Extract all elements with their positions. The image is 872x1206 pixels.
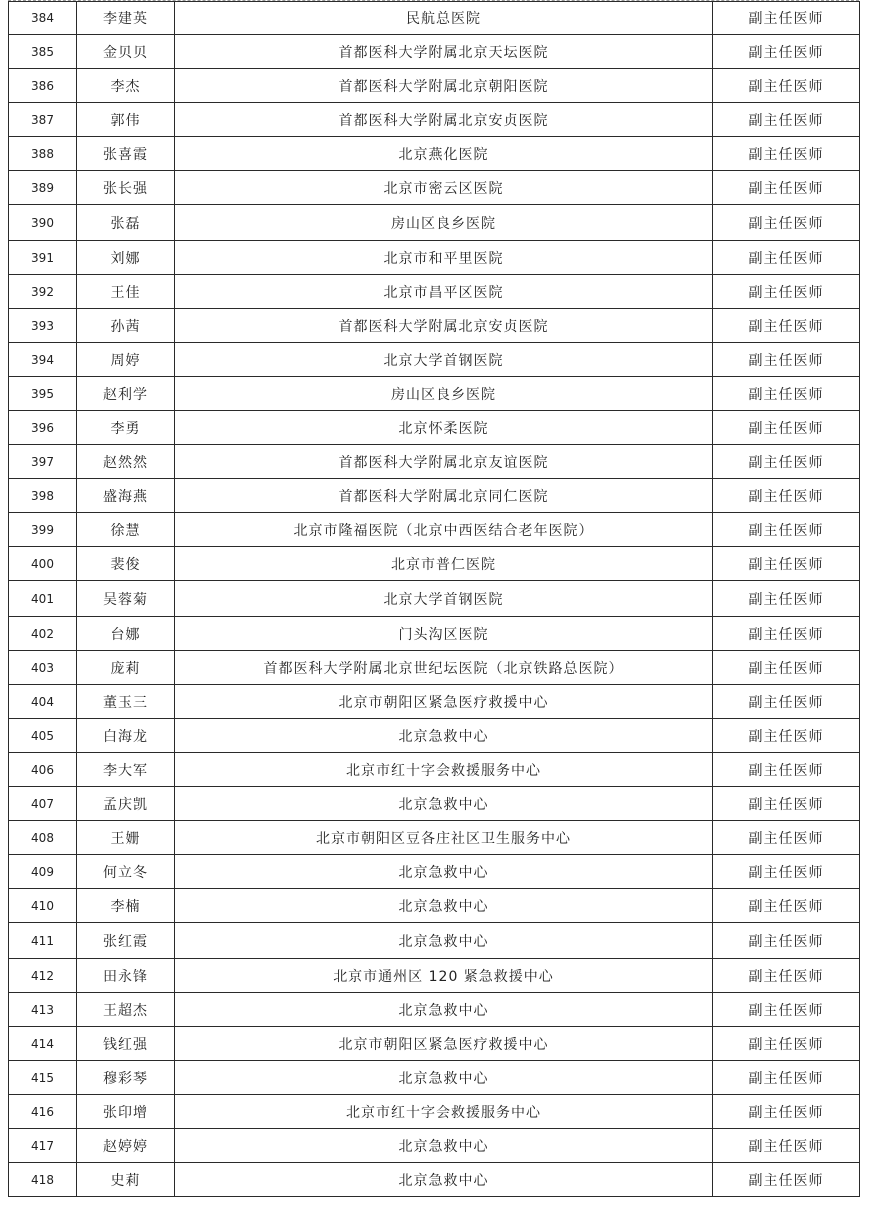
organization-name: 北京急救中心 [175,787,713,821]
job-title: 副主任医师 [713,103,860,137]
job-title: 副主任医师 [713,855,860,889]
job-title: 副主任医师 [713,753,860,787]
person-name: 田永锋 [77,959,175,993]
organization-name: 北京市朝阳区豆各庄社区卫生服务中心 [175,821,713,855]
row-number: 386 [9,69,77,103]
table-row [9,1163,860,1197]
person-name: 台娜 [77,617,175,651]
table-row [9,479,860,513]
job-title: 副主任医师 [713,35,860,69]
organization-name: 门头沟区医院 [175,617,713,651]
person-name: 董玉三 [77,685,175,719]
table-row [9,651,860,685]
row-number: 389 [9,171,77,205]
row-number: 413 [9,993,77,1027]
table-row [9,1061,860,1095]
organization-name: 北京市朝阳区紧急医疗救援中心 [175,685,713,719]
organization-name: 北京急救中心 [175,923,713,959]
job-title: 副主任医师 [713,685,860,719]
table-row [9,103,860,137]
personnel-table [8,1,860,1197]
row-number: 392 [9,275,77,309]
row-number: 396 [9,411,77,445]
row-number: 384 [9,2,77,35]
table-row [9,719,860,753]
table-row [9,241,860,275]
table-row [9,959,860,993]
organization-name: 首都医科大学附属北京同仁医院 [175,479,713,513]
person-name: 张红霞 [77,923,175,959]
row-number: 390 [9,205,77,241]
row-number: 405 [9,719,77,753]
job-title: 副主任医师 [713,821,860,855]
job-title: 副主任医师 [713,205,860,241]
person-name: 张长强 [77,171,175,205]
person-name: 赵利学 [77,377,175,411]
row-number: 401 [9,581,77,617]
table-row [9,787,860,821]
row-number: 414 [9,1027,77,1061]
person-name: 张印增 [77,1095,175,1129]
job-title: 副主任医师 [713,275,860,309]
job-title: 副主任医师 [713,1061,860,1095]
person-name: 周婷 [77,343,175,377]
table-row [9,1129,860,1163]
person-name: 李楠 [77,889,175,923]
row-number: 416 [9,1095,77,1129]
row-number: 417 [9,1129,77,1163]
organization-name: 首都医科大学附属北京朝阳医院 [175,69,713,103]
person-name: 王佳 [77,275,175,309]
organization-name: 北京大学首钢医院 [175,343,713,377]
organization-name: 北京市红十字会救援服务中心 [175,753,713,787]
table-row [9,275,860,309]
row-number: 397 [9,445,77,479]
organization-name: 北京急救中心 [175,719,713,753]
row-number: 391 [9,241,77,275]
organization-name: 北京市通州区 120 紧急救援中心 [175,959,713,993]
person-name: 李大军 [77,753,175,787]
organization-name: 北京急救中心 [175,1129,713,1163]
person-name: 庞莉 [77,651,175,685]
organization-name: 北京急救中心 [175,855,713,889]
table-row [9,137,860,171]
row-number: 418 [9,1163,77,1197]
job-title: 副主任医师 [713,719,860,753]
organization-name: 民航总医院 [175,2,713,35]
table-row [9,821,860,855]
table-row [9,547,860,581]
person-name: 史莉 [77,1163,175,1197]
table-row [9,855,860,889]
job-title: 副主任医师 [713,617,860,651]
organization-name: 北京市红十字会救援服务中心 [175,1095,713,1129]
row-number: 402 [9,617,77,651]
job-title: 副主任医师 [713,959,860,993]
organization-name: 北京市隆福医院（北京中西医结合老年医院） [175,513,713,547]
table-row [9,1027,860,1061]
row-number: 410 [9,889,77,923]
person-name: 金贝贝 [77,35,175,69]
job-title: 副主任医师 [713,479,860,513]
job-title: 副主任医师 [713,581,860,617]
row-number: 398 [9,479,77,513]
row-number: 407 [9,787,77,821]
table-row [9,343,860,377]
person-name: 赵婷婷 [77,1129,175,1163]
organization-name: 北京市和平里医院 [175,241,713,275]
person-name: 刘娜 [77,241,175,275]
job-title: 副主任医师 [713,651,860,685]
table-row [9,617,860,651]
table-row [9,513,860,547]
job-title: 副主任医师 [713,171,860,205]
organization-name: 北京市普仁医院 [175,547,713,581]
row-number: 408 [9,821,77,855]
organization-name: 北京市昌平区医院 [175,275,713,309]
organization-name: 北京急救中心 [175,1061,713,1095]
row-number: 393 [9,309,77,343]
organization-name: 首都医科大学附属北京安贞医院 [175,103,713,137]
job-title: 副主任医师 [713,513,860,547]
person-name: 吴蓉菊 [77,581,175,617]
table-row [9,411,860,445]
table-row [9,993,860,1027]
table-row [9,581,860,617]
person-name: 李勇 [77,411,175,445]
table-row [9,35,860,69]
row-number: 400 [9,547,77,581]
person-name: 白海龙 [77,719,175,753]
person-name: 盛海燕 [77,479,175,513]
organization-name: 北京市密云区医院 [175,171,713,205]
row-number: 385 [9,35,77,69]
table-row [9,685,860,719]
organization-name: 北京怀柔医院 [175,411,713,445]
job-title: 副主任医师 [713,1129,860,1163]
job-title: 副主任医师 [713,1027,860,1061]
person-name: 孟庆凯 [77,787,175,821]
row-number: 409 [9,855,77,889]
person-name: 王姗 [77,821,175,855]
job-title: 副主任医师 [713,2,860,35]
job-title: 副主任医师 [713,69,860,103]
table-row [9,205,860,241]
person-name: 李杰 [77,69,175,103]
row-number: 403 [9,651,77,685]
job-title: 副主任医师 [713,1095,860,1129]
job-title: 副主任医师 [713,547,860,581]
organization-name: 首都医科大学附属北京安贞医院 [175,309,713,343]
job-title: 副主任医师 [713,411,860,445]
person-name: 何立冬 [77,855,175,889]
person-name: 徐慧 [77,513,175,547]
organization-name: 北京急救中心 [175,889,713,923]
table-row [9,445,860,479]
row-number: 412 [9,959,77,993]
job-title: 副主任医师 [713,1163,860,1197]
organization-name: 北京大学首钢医院 [175,581,713,617]
row-number: 404 [9,685,77,719]
person-name: 孙茜 [77,309,175,343]
organization-name: 房山区良乡医院 [175,205,713,241]
job-title: 副主任医师 [713,787,860,821]
organization-name: 北京急救中心 [175,993,713,1027]
table-row [9,753,860,787]
job-title: 副主任医师 [713,137,860,171]
row-number: 406 [9,753,77,787]
table-row [9,69,860,103]
person-name: 赵然然 [77,445,175,479]
row-number: 399 [9,513,77,547]
table-row [9,1095,860,1129]
organization-name: 首都医科大学附属北京世纪坛医院（北京铁路总医院） [175,651,713,685]
job-title: 副主任医师 [713,993,860,1027]
organization-name: 首都医科大学附属北京友谊医院 [175,445,713,479]
table-row [9,923,860,959]
job-title: 副主任医师 [713,377,860,411]
job-title: 副主任医师 [713,343,860,377]
person-name: 钱红强 [77,1027,175,1061]
job-title: 副主任医师 [713,923,860,959]
job-title: 副主任医师 [713,241,860,275]
row-number: 394 [9,343,77,377]
job-title: 副主任医师 [713,445,860,479]
table-row [9,2,860,35]
table-row [9,377,860,411]
row-number: 388 [9,137,77,171]
organization-name: 房山区良乡医院 [175,377,713,411]
organization-name: 北京急救中心 [175,1163,713,1197]
organization-name: 北京市朝阳区紧急医疗救援中心 [175,1027,713,1061]
person-name: 张喜霞 [77,137,175,171]
person-name: 张磊 [77,205,175,241]
job-title: 副主任医师 [713,889,860,923]
table-row [9,309,860,343]
person-name: 郭伟 [77,103,175,137]
person-name: 王超杰 [77,993,175,1027]
row-number: 395 [9,377,77,411]
row-number: 387 [9,103,77,137]
job-title: 副主任医师 [713,309,860,343]
organization-name: 首都医科大学附属北京天坛医院 [175,35,713,69]
person-name: 穆彩琴 [77,1061,175,1095]
row-number: 411 [9,923,77,959]
row-number: 415 [9,1061,77,1095]
table-row [9,171,860,205]
person-name: 裴俊 [77,547,175,581]
table-row [9,889,860,923]
table-body [9,2,860,1197]
organization-name: 北京燕化医院 [175,137,713,171]
person-name: 李建英 [77,2,175,35]
